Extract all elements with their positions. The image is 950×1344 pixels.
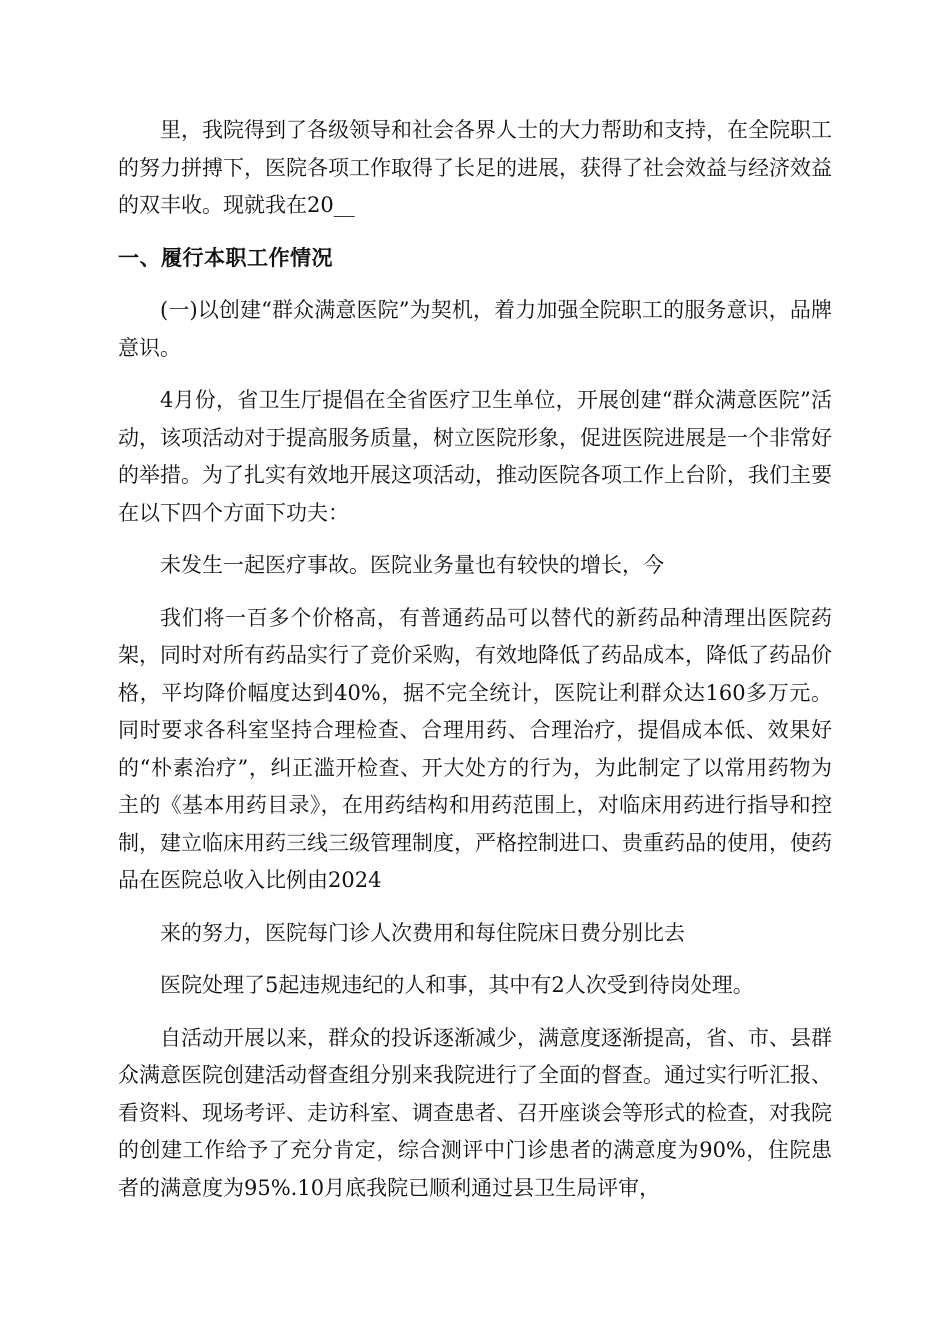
paragraph-costs: 来的努力，医院每门诊人次费用和每住院床日费分别比去 [160, 920, 685, 945]
paragraph-april: 4月份，省卫生厅提倡在全省医疗卫生单位，开展创建“群众满意医院”活动，该项活动对于提高服务质量，树立医院形象，促进医院进展是一个非常好的举措。为了扎实有效地开展这项活动，推动医院各项工作上台阶，我们主要在以下四个方面下功夫： [118, 388, 832, 525]
paragraph-discipline: 医院处理了5起违规违纪的人和事，其中有2人次受到待岗处理。 [160, 973, 754, 997]
paragraph-no-accident: 未发生一起医疗事故。医院业务量也有较快的增长，今 [160, 553, 664, 577]
paragraph-drug-pricing: 我们将一百多个价格高，有普通药品可以替代的新药品种清理出医院药架，同时对所有药品实行了竞价采购，有效地降低了药品成本，降低了药品价格，平均降价幅度达到40%，据不完全统计，医院让利群众达160多万元。同时要求各科室坚持合理检查、合理用药、合理治疗，提倡成本低、效果好的“朴素治疗”，纠正滥开检查、开大处方的行为，为此制定了以常用药物为主的《基本用药目录》，在用药结构和用药范围上，对临床用药进行指导和控制，建立临床用药三线三级管理制度，严格控制进口、贵重药品的使用，使药品在医院总收入比例由2024 [118, 605, 832, 892]
paragraph-subheading: (一)以创建“群众满意医院”为契机，着力加强全院职工的服务意识，品牌意识。 [118, 298, 832, 360]
document-body [118, 112, 832, 1222]
paragraph-intro: 里，我院得到了各级领导和社会各界人士的大力帮助和支持，在全院职工的努力拼搏下，医院各项工作取得了长足的进展，获得了社会效益与经济效益的双丰收。现就我在20__ [118, 118, 832, 217]
section-heading: 一、履行本职工作情况 [118, 245, 333, 270]
paragraph-satisfaction: 自活动开展以来，群众的投诉逐渐减少，满意度逐渐提高，省、市、县群众满意医院创建活动督查组分别来我院进行了全面的督查。通过实行听汇报、看资料、现场考评、走访科室、调查患者、召开座谈会等形式的检查，对我院的创建工作给予了充分肯定，综合测评中门诊患者的满意度为90%，住院患者的满意度为95%.10月底我院已顺利通过县卫生局评审， [118, 1025, 832, 1200]
